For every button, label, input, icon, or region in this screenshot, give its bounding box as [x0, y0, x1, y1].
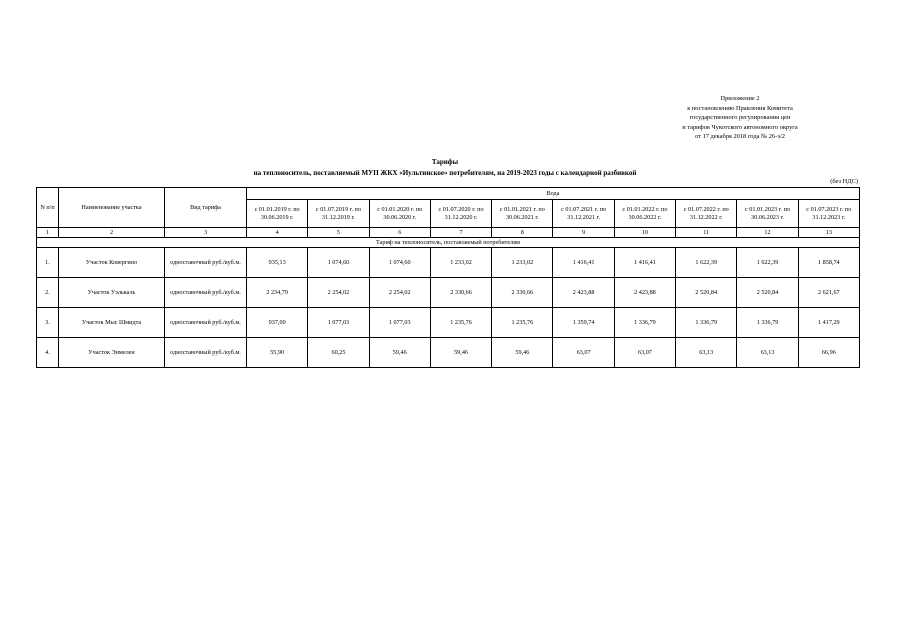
- column-number: 12: [737, 228, 798, 238]
- tariff-value: 2 621,67: [798, 278, 859, 308]
- appendix-line: и тарифов Чукотского автономного округа: [682, 123, 798, 131]
- column-number: 11: [676, 228, 737, 238]
- header-type: Вид тарифа: [165, 188, 247, 228]
- tariff-value: 937,00: [247, 308, 308, 338]
- tariff-value: 2 423,88: [614, 278, 675, 308]
- header-period: с 01.01.2023 г. по 30.06.2023 г.: [737, 200, 798, 228]
- tariff-table: [36, 187, 860, 368]
- tariff-value: 1 077,03: [308, 308, 369, 338]
- tariff-value: 2 423,88: [553, 278, 614, 308]
- tariff-value: 59,46: [492, 338, 553, 368]
- table-row: [37, 278, 860, 308]
- tariff-value: 66,96: [798, 338, 859, 368]
- column-number: 4: [247, 228, 308, 238]
- tariff-value: 1 233,02: [492, 248, 553, 278]
- appendix-line: государственного регулирования цен: [689, 114, 791, 121]
- row-site-name: Участок Энмелен: [59, 338, 165, 368]
- tariff-value: 2 330,66: [492, 278, 553, 308]
- row-site-name: Участок Мыс Шмидта: [59, 308, 165, 338]
- column-number: 3: [165, 228, 247, 238]
- row-site-name: Участок Уэлькаль: [59, 278, 165, 308]
- tariff-value: 1 858,74: [798, 248, 859, 278]
- tariff-value: 2 254,02: [308, 278, 369, 308]
- header-period: с 01.01.2020 г. по 30.06.2020 г.: [369, 200, 430, 228]
- column-number: 8: [492, 228, 553, 238]
- document-title: [190, 157, 700, 179]
- header-water: Вода: [247, 188, 860, 200]
- table-row: [37, 248, 860, 278]
- tariff-value: 1 233,02: [430, 248, 491, 278]
- tariff-value: 1 622,39: [737, 248, 798, 278]
- row-site-name: Участок Ковергино: [59, 248, 165, 278]
- tariff-value: 1 622,39: [676, 248, 737, 278]
- tariff-value: 59,46: [369, 338, 430, 368]
- tariff-value: 1 416,41: [553, 248, 614, 278]
- header-period: с 01.01.2022 г. по 30.06.2022 г.: [614, 200, 675, 228]
- tariff-value: 1 336,79: [676, 308, 737, 338]
- vat-note: (без НДС): [830, 178, 858, 185]
- row-num: 2.: [37, 278, 59, 308]
- tariff-value: 1 359,74: [553, 308, 614, 338]
- tariff-value: 1 235,76: [430, 308, 491, 338]
- tariff-value: 2 330,66: [430, 278, 491, 308]
- appendix-line: Приложение 2: [720, 95, 760, 102]
- row-tariff-type: одноставочный руб./куб.м.: [165, 338, 247, 368]
- row-tariff-type: одноставочный руб./куб.м.: [165, 278, 247, 308]
- title-line-2: на теплоноситель, поставляемый МУП ЖКХ «Иультинское» потребителям, на 2019-2023 годы с календарной разбивкой: [253, 169, 637, 177]
- column-number: 5: [308, 228, 369, 238]
- header-period: с 01.07.2019 г. по 31.12.2019 г.: [308, 200, 369, 228]
- table-subheader: Тариф на теплоноситель, поставляемый потребителям: [37, 238, 860, 248]
- title-line-1: Тарифы: [431, 158, 459, 166]
- tariff-value: 1 077,03: [369, 308, 430, 338]
- tariff-value: 1 336,79: [737, 308, 798, 338]
- tariff-value: 59,46: [430, 338, 491, 368]
- tariff-value: 63,13: [676, 338, 737, 368]
- row-tariff-type: одноставочный руб./куб.м.: [165, 308, 247, 338]
- column-number: 7: [430, 228, 491, 238]
- tariff-value: 2 520,84: [676, 278, 737, 308]
- header-period: с 01.01.2019 г. по 30.06.2019 г.: [247, 200, 308, 228]
- appendix-block: [650, 94, 830, 142]
- appendix-line: от 17 декабря 2018 года № 26-э/2: [695, 133, 785, 140]
- tariff-value: 63,07: [553, 338, 614, 368]
- table-row: [37, 308, 860, 338]
- tariff-value: 2 254,02: [369, 278, 430, 308]
- table-row: [37, 338, 860, 368]
- tariff-value: 1 416,41: [614, 248, 675, 278]
- header-name: Наименование участка: [59, 188, 165, 228]
- tariff-value: 1 336,79: [614, 308, 675, 338]
- row-num: 4.: [37, 338, 59, 368]
- column-number: 10: [614, 228, 675, 238]
- tariff-value: 935,13: [247, 248, 308, 278]
- tariff-value: 63,07: [614, 338, 675, 368]
- column-number: 1: [37, 228, 59, 238]
- appendix-line: к постановлению Правления Комитета: [687, 104, 793, 112]
- header-period: с 01.07.2021 г. по 31.12.2021 г.: [553, 200, 614, 228]
- header-period: с 01.07.2022 г. по 31.12.2022 г.: [676, 200, 737, 228]
- header-period: с 01.01.2021 г. по 30.06.2021 г.: [492, 200, 553, 228]
- tariff-value: 1 235,76: [492, 308, 553, 338]
- row-num: 1.: [37, 248, 59, 278]
- column-number: 13: [798, 228, 859, 238]
- header-num: N п/п: [37, 188, 59, 228]
- header-period: с 01.07.2023 г. по 31.12.2023 г.: [798, 200, 859, 228]
- tariff-value: 1 417,29: [798, 308, 859, 338]
- tariff-value: 2 234,79: [247, 278, 308, 308]
- tariff-value: 2 520,84: [737, 278, 798, 308]
- column-number: 2: [59, 228, 165, 238]
- tariff-value: 1 074,60: [369, 248, 430, 278]
- header-period: с 01.07.2020 г. по 31.12.2020 г.: [430, 200, 491, 228]
- tariff-value: 63,13: [737, 338, 798, 368]
- tariff-value: 1 074,60: [308, 248, 369, 278]
- column-number: 6: [369, 228, 430, 238]
- row-num: 3.: [37, 308, 59, 338]
- row-tariff-type: одноставочный руб./куб.м.: [165, 248, 247, 278]
- tariff-value: 60,25: [308, 338, 369, 368]
- tariff-value: 55,90: [247, 338, 308, 368]
- column-number: 9: [553, 228, 614, 238]
